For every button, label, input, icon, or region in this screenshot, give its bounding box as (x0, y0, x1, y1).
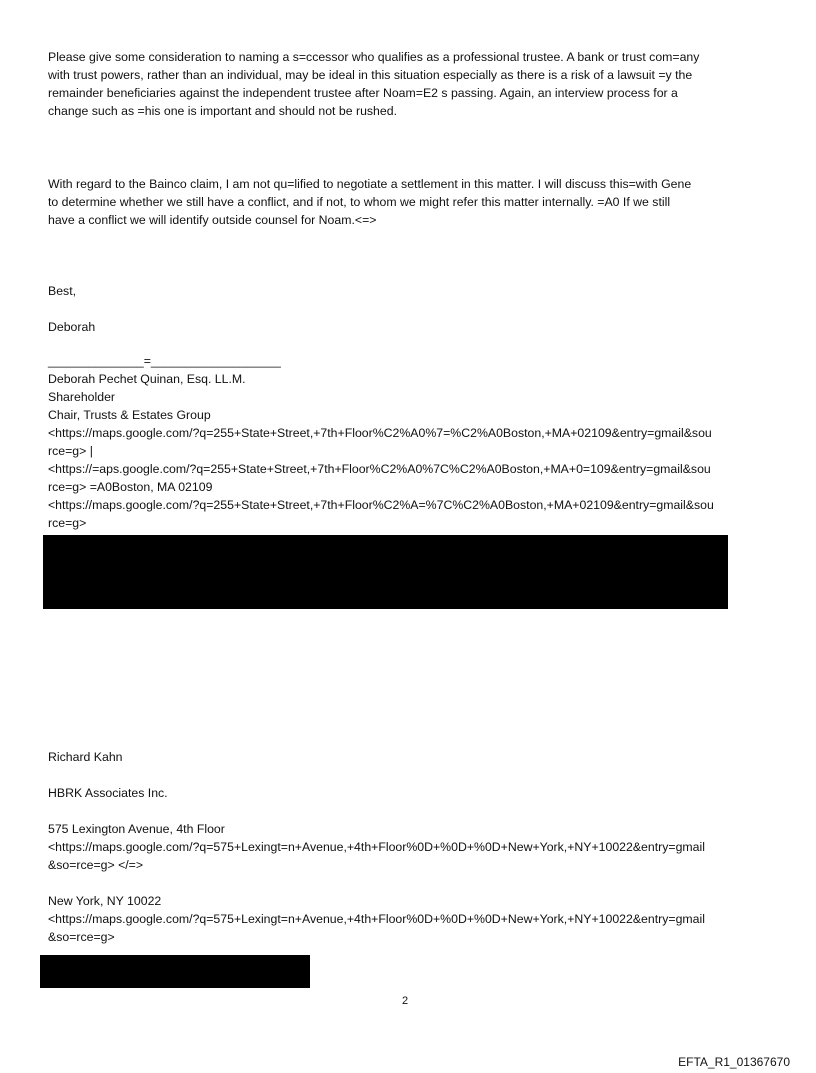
signature-block (48, 352, 714, 532)
contact-name: Richard Kahn (48, 750, 123, 764)
text-line: have a conflict we will identify outside counsel for Noam.<=> (48, 213, 377, 227)
text-line: With regard to the Bainco claim, I am not qu=lified to negotiate a settlement in this matter. I will discuss this=with Gene (48, 177, 692, 191)
map-link-cont: rce=g> | (48, 444, 93, 458)
map-link[interactable]: <https://maps.google.com/?q=575+Lexingt=n+Avenue,+4th+Floor%0D+%0D+%0D+New+York,+NY+10022&entry=gmail (48, 840, 705, 854)
map-link[interactable]: <https://maps.google.com/?q=255+State+Street,+7th+Floor%C2%A0%7=%C2%A0Boston,+MA+02109&entry=gmail&sou (48, 426, 712, 440)
map-link-cont: rce=g> (48, 516, 87, 530)
contact-address1 (48, 820, 705, 874)
sender-name: Deborah (48, 320, 96, 334)
closing: Best, (48, 284, 77, 298)
signature-title: Shareholder (48, 390, 115, 404)
redaction-block (43, 535, 728, 609)
map-link-cont: &so=rce=g> </=> (48, 858, 144, 872)
paragraph-successor-trustee (48, 48, 699, 120)
map-link[interactable]: <https://=aps.google.com/?q=255+State+Street,+7th+Floor%C2%A0%7C%C2%A0Boston,+MA+0=109&entry=gmail&sou (48, 462, 711, 476)
page-number: 2 (402, 995, 409, 1007)
map-link-cont: &so=rce=g> (48, 930, 115, 944)
map-link-cont: rce=g> =A0Boston, MA 02109 (48, 480, 213, 494)
document-id-stamp: EFTA_R1_01367670 (678, 1055, 790, 1069)
address-line: 575 Lexington Avenue, 4th Floor (48, 822, 225, 836)
signature-rule: ______________=___________________ (48, 354, 281, 368)
address-line: New York, NY 10022 (48, 894, 162, 908)
text-line: change such as =his one is important and should not be rushed. (48, 104, 397, 118)
map-link[interactable]: <https://maps.google.com/?q=575+Lexingt=n+Avenue,+4th+Floor%0D+%0D+%0D+New+York,+NY+10022&entry=gmail (48, 912, 705, 926)
redaction-block (40, 955, 310, 988)
text-line: remainder beneficiaries against the independent trustee after Noam=E2 s passing. Again, an interview process for a (48, 86, 678, 100)
signature-group: Chair, Trusts & Estates Group (48, 408, 211, 422)
contact-company: HBRK Associates Inc. (48, 786, 168, 800)
paragraph-bainco-claim (48, 175, 691, 229)
text-line: Please give some consideration to naming a s=ccessor who qualifies as a professional trustee. A bank or trust com=any (48, 50, 700, 64)
text-line: to determine whether we still have a conflict, and if not, to whom we might refer this matter internally. =A0 If we still (48, 195, 671, 209)
signature-name: Deborah Pechet Quinan, Esq. LL.M. (48, 372, 246, 386)
contact-address2 (48, 892, 705, 946)
text-line: with trust powers, rather than an individual, may be ideal in this situation especially as there is a risk of a lawsuit =y the (48, 68, 693, 82)
map-link[interactable]: <https://maps.google.com/?q=255+State+Street,+7th+Floor%C2%A=%7C%C2%A0Boston,+MA+02109&entry=gmail&sou (48, 498, 714, 512)
